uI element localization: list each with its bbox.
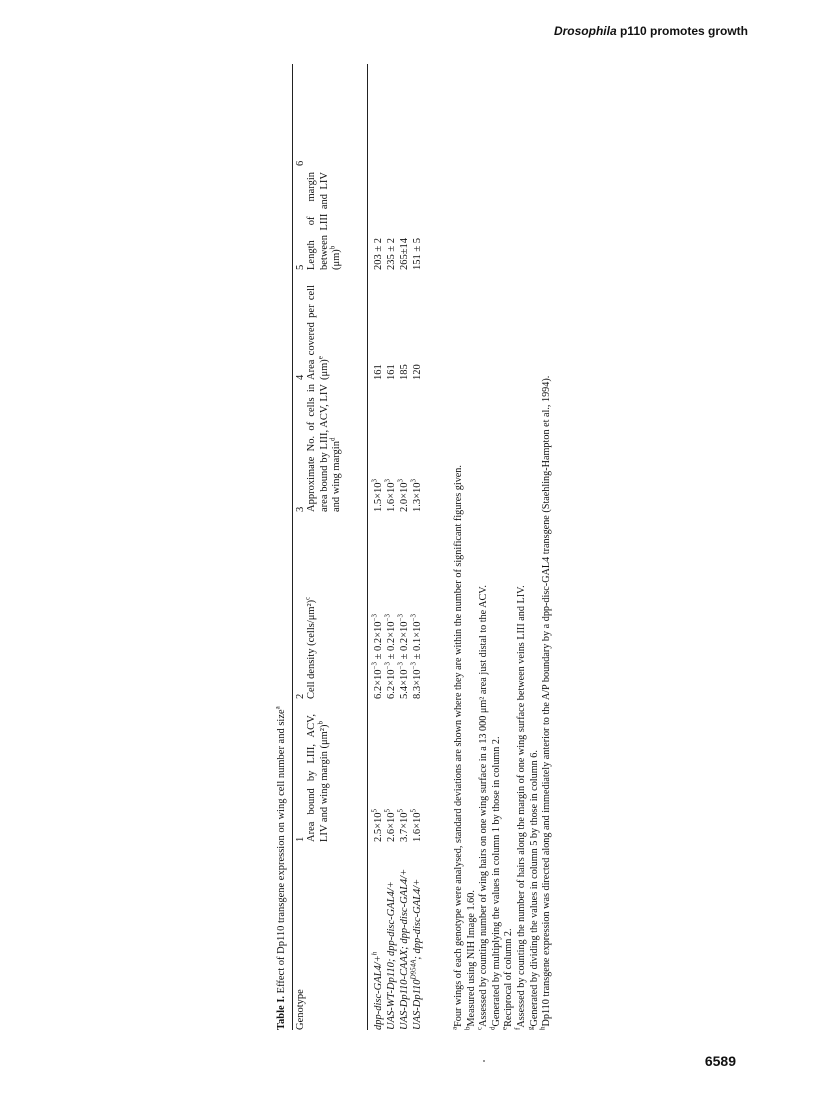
- table-caption-text: Effect of Dp110 transgene expression on wing cell number and size: [276, 709, 287, 996]
- col-head-5: Length of margin between LIII and LIV $(\mu m)^b$: [306, 172, 342, 270]
- col-num-1: 1: [295, 836, 306, 842]
- genotype-header: Genotype: [295, 989, 306, 1030]
- column-5-values: [372, 238, 424, 270]
- row-3-col-4: 185: [399, 364, 410, 380]
- col-head-1: Area bound by LIII, ACV, LIV and wing margin $(\mu m^2)^b$: [306, 714, 330, 842]
- col-num-4: 4: [295, 374, 306, 380]
- table-footnotes: [450, 64, 554, 1030]
- footnote-d: $^d$Generated by multiplying the values in column 1 by those in column 2.: [488, 736, 502, 1030]
- column-4-values: [372, 364, 424, 380]
- row-4-col-5: 151 ± 5: [412, 237, 423, 270]
- col-num-5: 5: [295, 264, 306, 270]
- row-2-col-1: $2.6\times 10^5$: [383, 808, 397, 842]
- row-2-col-5: 235 ± 2: [386, 237, 397, 270]
- footnote-b: $^b$Measured using NIH Image 1.60.: [463, 890, 477, 1030]
- row-2-col-3: $1.6\times 10^3$: [383, 478, 397, 512]
- row-1-col-4: 161: [373, 364, 384, 380]
- row-1-col-1: $2.5\times 10^5$: [370, 808, 384, 842]
- row-1-col-2: $6.2\times 10^{-3} \pm 0.2\times 10^{-3}$: [370, 613, 384, 699]
- column-1-values: [372, 809, 424, 842]
- page-number: 6589: [704, 1053, 736, 1069]
- running-head-species: Drosophila: [553, 24, 617, 38]
- footnote-c: $^c$Assessed by counting number of wing hairs on one wing surface in a 13 000 μm² area just distal to the ACV.: [475, 585, 490, 1030]
- row-3-col-2: $5.4\times 10^{-3} \pm 0.2\times 10^{-3}$: [396, 613, 410, 699]
- table-top-rule: [292, 64, 293, 1030]
- column-3-values: [372, 479, 424, 512]
- footnote-e: $^e$Reciprocal of column 2.: [500, 928, 515, 1030]
- footnote-g: $^g$Generated by dividing the values in column 5 by those in column 6.: [526, 750, 540, 1030]
- running-head: [554, 24, 748, 38]
- header-rule: [367, 64, 368, 1030]
- col-head-3: Approximate No. of cells in area bound by LIII, ACV, LIV and wing margin$^d$: [306, 384, 342, 512]
- table-caption-sup: a: [273, 706, 282, 710]
- row-2-genotype: UAS-WT-Dp110; dpp-disc-GAL4/+: [386, 881, 397, 1030]
- table-label: Table I.: [276, 995, 287, 1030]
- footnote-a: $^a$Four wings of each genotype were analysed, standard deviations are shown where they are within the number of significant figures given.: [450, 465, 464, 1030]
- row-1-genotype: dpp-disc-GAL4/+$^h$: [370, 951, 384, 1030]
- column-2-values: [372, 614, 424, 699]
- row-3-col-1: $3.7\times 10^5$: [396, 808, 410, 842]
- row-3-genotype: UAS-Dp110-CAAX; dpp-disc-GAL4/+: [399, 868, 410, 1030]
- row-1-col-3: $1.5\times 10^3$: [370, 478, 384, 512]
- row-4-col-4: 120: [412, 364, 423, 380]
- table-body-genotype: [372, 869, 424, 1030]
- col-num-3: 3: [295, 506, 306, 512]
- row-4-col-1: $1.6\times 10^5$: [409, 808, 423, 842]
- row-2-col-4: 161: [386, 364, 397, 380]
- row-4-genotype: UAS-$Dp110^{D954A}$; dpp-disc-GAL4/+: [409, 878, 423, 1030]
- row-3-col-3: $2.0\times 10^3$: [396, 478, 410, 512]
- table-caption: [273, 706, 287, 1030]
- stray-dot: [483, 1060, 485, 1062]
- col-head-4: Area covered per cell $(\mu m)^e$: [306, 285, 330, 380]
- row-1-col-5: 203 ± 2: [373, 237, 384, 270]
- rotated-table: [270, 64, 816, 1030]
- footnote-f: $^f$Assessed by counting the number of hairs along the margin of one wing surface between veins LIII and LIV.: [513, 585, 527, 1030]
- col-num-2: 2: [295, 693, 306, 699]
- footnote-h: $^h$Dp110 transgene expression was directed along and immediately anterior to the A/P boundary by a dpp-disc-GAL4 transgene (Staehling-Hampton et al., 1994).: [538, 375, 553, 1030]
- row-4-col-3: $1.3\times 10^3$: [409, 478, 423, 512]
- running-head-title: p110 promotes growth: [616, 24, 748, 38]
- col-num-6: 6: [295, 160, 306, 166]
- row-3-col-5: 265±14: [399, 237, 410, 270]
- row-4-col-2: $8.3\times 10^{-3} \pm 0.1\times 10^{-3}$: [409, 613, 423, 699]
- row-2-col-2: $6.2\times 10^{-3} \pm 0.2\times 10^{-3}$: [383, 613, 397, 699]
- col-head-2: Cell density (cells/μm²)$^c$: [303, 596, 317, 699]
